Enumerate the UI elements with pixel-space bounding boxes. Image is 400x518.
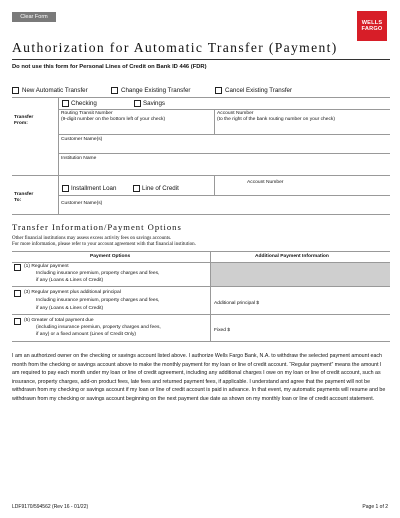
new-transfer-checkbox[interactable] [12, 87, 19, 94]
from-account-hint: (to the right of the bank routing number on your check) [217, 117, 335, 122]
option-5-line-3: if any) or a fixed amount (Lines of Credit Only) [36, 332, 137, 337]
new-transfer-label: New Automatic Transfer [22, 87, 88, 94]
from-customer-names-label: Customer Name(s) [61, 137, 103, 142]
to-account-label: Account Number [247, 180, 284, 185]
page-title: Authorization for Automatic Transfer (Payment) [12, 40, 338, 55]
line-of-credit-checkbox[interactable] [133, 185, 140, 192]
logo-line-2: FARGO [361, 26, 383, 32]
option-5-checkbox[interactable] [14, 318, 21, 325]
payment-section-title: Transfer Information/Payment Options [12, 222, 182, 232]
authorization-text: I am an authorized owner on the checking or savings account listed above. I authorize Wells Fargo Bank, N.A. to withdraw the selected payment amount each month from the checking or savings account above to make the monthly payment for my loan or line of credit account. “Regular payment” means the amount I am required to pay each month under my loan or line of credit agreement, including any additional charges I owe on my loan or line of credit account, such as insurance, property charges, add-on product fees, late fees and returned payment fees, if applicable. I understand and agree that the payment will not be withdrawn from my checking or savings account if my loan or line of credit account is paid in advance. In that event, my automatic payments will resume and be withdrawn from my checking or savings account beginning on the next payment due date as shown on my monthly loan or line of credit account statement. [12, 353, 386, 402]
payment-options-table [12, 251, 390, 342]
option-1-line-1: (1) Regular payment [24, 264, 69, 269]
option-3-checkbox[interactable] [14, 290, 21, 297]
installment-loan-checkbox[interactable] [62, 185, 69, 192]
routing-label: Routing Transit Number [61, 111, 113, 116]
installment-loan-label: Installment Loan [71, 185, 117, 192]
col-payment-options: Payment Options [90, 254, 131, 259]
line-of-credit-label: Line of Credit [142, 185, 179, 192]
from-account-label: Account Number [217, 111, 254, 116]
page-number: Page 1 of 2 [362, 504, 388, 510]
col-additional-info: Additional Payment Information [255, 254, 329, 259]
warning-text: Do not use this form for Personal Lines of Credit on Bank ID 446 (FDR) [12, 64, 207, 70]
change-transfer-checkbox[interactable] [111, 87, 118, 94]
title-rule [12, 59, 390, 60]
from-account-number-field[interactable] [216, 123, 388, 133]
additional-principal-field[interactable] [270, 298, 388, 308]
from-customer-names-field[interactable] [60, 143, 388, 152]
routing-number-field[interactable] [60, 123, 212, 133]
option-1-checkbox[interactable] [14, 264, 21, 271]
form-id: LDF9170/594562 (Rev 16 - 01/22) [12, 504, 89, 510]
transfer-to-label-2: To: [14, 198, 22, 203]
shaded-cell [210, 262, 390, 286]
transfer-from-label-1: Transfer [14, 115, 34, 120]
wells-fargo-logo [357, 11, 387, 41]
to-account-number-field[interactable] [216, 186, 388, 194]
checking-label: Checking [71, 100, 97, 107]
savings-label: Savings [143, 100, 166, 107]
fixed-amount-field[interactable] [234, 325, 388, 335]
option-1-line-2: Including insurance premium, property charges and fees, [36, 271, 160, 276]
clear-form-button[interactable]: Clear Form [12, 12, 56, 22]
institution-name-field[interactable] [60, 162, 388, 174]
payment-note-2: For more information, please refer to your account agreement with that financial institution. [12, 242, 196, 247]
option-1-line-3: if any (Loans & Lines of Credit) [36, 278, 104, 283]
option-5-line-1: (5) Greater of total payment due [24, 318, 94, 323]
change-transfer-label: Change Existing Transfer [121, 87, 191, 94]
institution-name-label: Institution Name [61, 156, 97, 161]
transfer-from-label-2: From: [14, 121, 28, 126]
logo-line-1: WELLS [361, 19, 383, 26]
transfer-to-label-1: Transfer [14, 192, 34, 197]
cancel-transfer-checkbox[interactable] [215, 87, 222, 94]
transfer-table [12, 97, 390, 215]
to-customer-names-field[interactable] [60, 207, 388, 213]
option-3-line-2: Including insurance premium, property charges and fees, [36, 298, 160, 303]
cancel-transfer-label: Cancel Existing Transfer [225, 87, 293, 94]
payment-note-1: Other financial institutions may assess excess activity fees on savings accounts. [12, 236, 172, 241]
fixed-amount-label: Fixed $ [214, 328, 231, 333]
routing-hint: (9-digit number on the bottom left of your check) [61, 117, 166, 122]
checking-checkbox[interactable] [62, 100, 69, 107]
savings-checkbox[interactable] [134, 100, 141, 107]
additional-principal-label: Additional principal $ [214, 301, 260, 306]
option-3-line-1: (3) Regular payment plus additional principal [24, 290, 121, 295]
to-customer-names-label: Customer Name(s) [61, 201, 103, 206]
option-3-line-3: if any (Loans & Lines of Credit) [36, 306, 104, 311]
option-5-line-2: (including insurance premium, property charges and fees, [36, 325, 161, 330]
